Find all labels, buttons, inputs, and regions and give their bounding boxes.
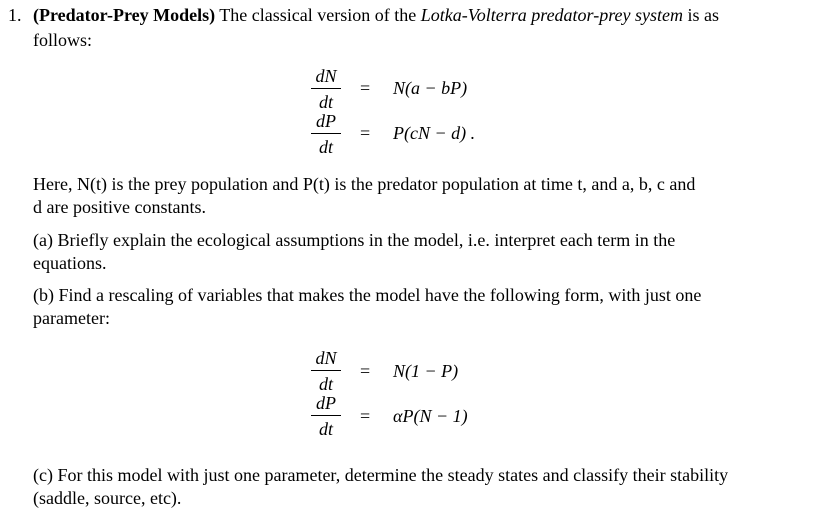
problem-title: (Predator-Prey Models) [33,5,216,25]
part-b-line2: parameter: [33,308,110,328]
problem-number: 1. [8,5,22,25]
intro-italic: Lotka-Volterra predator-prey system [420,5,683,25]
system1-eq2-equals: = [360,123,371,143]
system1-eq2-fraction [311,111,341,157]
part-a-line1: (a) Briefly explain the ecological assumptions in the model, i.e. interpret each term in the [33,230,676,250]
system2-eq1-equals: = [360,361,371,381]
system1-eq1-numerator: dN [315,66,337,86]
part-c-line1: (c) For this model with just one parameter, determine the steady states and classify their stability [33,465,729,485]
part-b-line1: (b) Find a rescaling of variables that makes the model have the following form, with just one [33,285,702,305]
part-c-paragraph [33,464,768,510]
system2-eq2-rhs: αP(N − 1) [393,406,468,426]
system2-eq1-denominator: dt [318,374,333,394]
system1-eq2-denominator: dt [318,137,333,157]
system2-eq2-denominator: dt [318,419,333,439]
system2-eq1-numerator: dN [315,348,337,368]
fraction-bar [311,88,341,89]
system1-eq1-equals: = [360,78,371,98]
problem-intro-line2: follows: [33,30,93,50]
system1-eq1-denominator: dt [318,92,333,112]
definitions-line1: Here, N(t) is the prey population and P(t) is the predator population at time t, and a, b, c and [33,174,696,194]
system1-eq2-rhs: P(cN − d) . [393,123,476,143]
part-a-line2: equations. [33,253,107,273]
part-b-paragraph [33,284,768,330]
intro-before: The classical version of the [219,5,417,25]
system1-eq1-rhs: N(a − bP) [393,78,468,98]
part-a-paragraph [33,229,768,275]
fraction-bar [311,133,341,134]
system1-eq2-numerator: dP [316,111,336,131]
system2-eq2-equals: = [360,406,371,426]
system1-eq1-fraction [311,66,341,112]
fraction-bar [311,415,341,416]
part-c-line2: (saddle, source, etc). [33,488,182,508]
system2-eq1-rhs: N(1 − P) [393,361,459,381]
system2-eq2-fraction [311,393,341,439]
problem-intro-line1 [33,4,719,26]
intro-after: is as [687,5,719,25]
definitions-line2: d are positive constants. [33,197,206,217]
system2-eq1-fraction [311,348,341,394]
fraction-bar [311,370,341,371]
definitions-paragraph [33,173,768,219]
system2-eq2-numerator: dP [316,393,336,413]
